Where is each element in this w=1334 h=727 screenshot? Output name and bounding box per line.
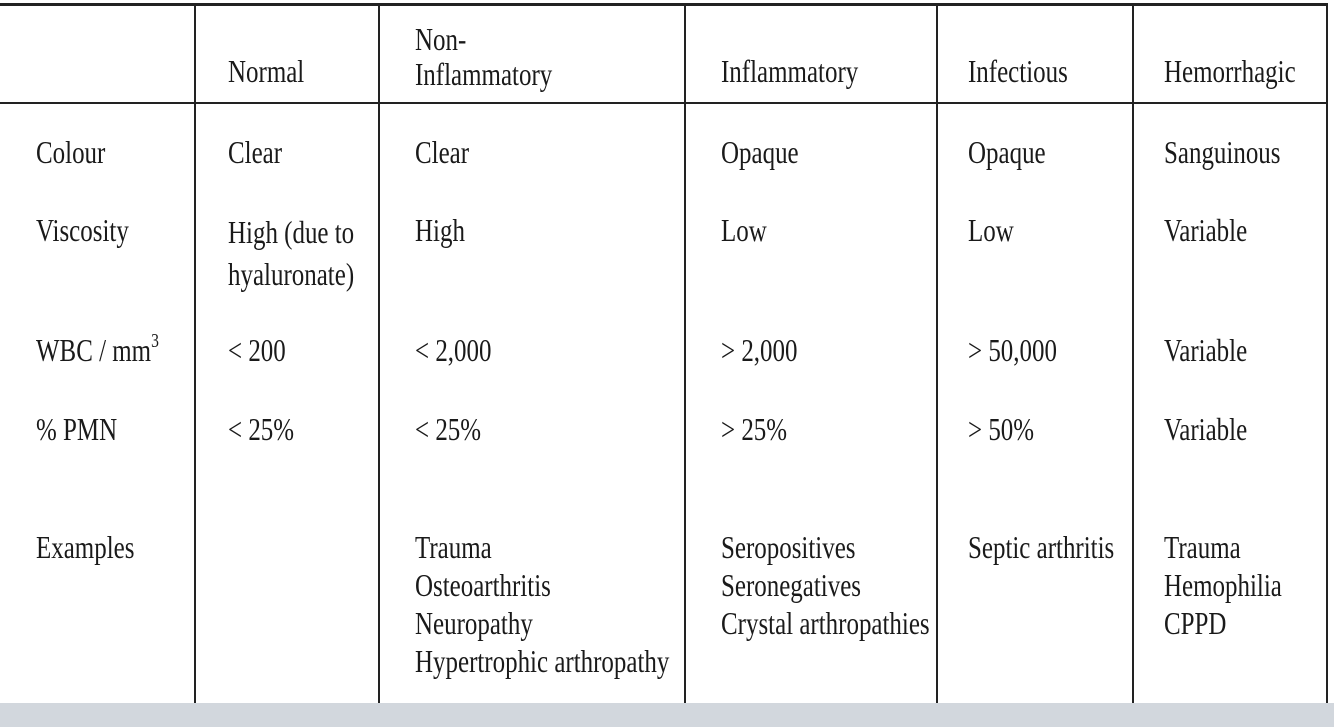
row-label-viscosity: Viscosity bbox=[36, 212, 129, 248]
cell-examples-inflammatory: Seropositives Seronegatives Crystal arthropathies bbox=[721, 529, 930, 641]
cell-colour-non-inflammatory: Clear bbox=[415, 134, 470, 170]
cell-colour-normal: Clear bbox=[228, 134, 283, 170]
cell-wbc-normal: < 200 bbox=[228, 332, 286, 368]
row-label-wbc-superscript: 3 bbox=[151, 330, 159, 352]
cell-pmn-hemorrhagic: Variable bbox=[1164, 411, 1248, 447]
row-label-wbc-text: WBC / mm bbox=[36, 332, 152, 368]
row-label-pmn: % PMN bbox=[36, 411, 118, 447]
header-infectious: Infectious bbox=[968, 53, 1068, 89]
cell-colour-inflammatory: Opaque bbox=[721, 134, 799, 170]
column-divider-3 bbox=[684, 5, 686, 703]
cell-pmn-non-inflammatory: < 25% bbox=[415, 411, 482, 447]
header-normal: Normal bbox=[228, 53, 305, 89]
header-bottom-rule bbox=[0, 102, 1328, 104]
header-non-inflammatory: Non- Inflammatory bbox=[415, 21, 553, 92]
row-label-wbc bbox=[36, 331, 159, 369]
column-divider-5 bbox=[1132, 5, 1134, 703]
cell-viscosity-inflammatory: Low bbox=[721, 212, 767, 248]
cell-viscosity-infectious: Low bbox=[968, 212, 1014, 248]
cell-examples-non-inflammatory: Trauma Osteoarthritis Neuropathy Hypertrophic arthropathy bbox=[415, 529, 670, 679]
header-hemorrhagic: Hemorrhagic bbox=[1164, 53, 1296, 89]
column-divider-1 bbox=[194, 5, 196, 703]
cell-wbc-inflammatory: > 2,000 bbox=[721, 332, 798, 368]
cell-pmn-normal: < 25% bbox=[228, 411, 295, 447]
cell-colour-infectious: Opaque bbox=[968, 134, 1046, 170]
row-label-colour: Colour bbox=[36, 134, 106, 170]
cell-viscosity-normal: High (due to hyaluronate) bbox=[228, 214, 355, 292]
header-inflammatory: Inflammatory bbox=[721, 53, 859, 89]
column-divider-4 bbox=[936, 5, 938, 703]
cell-wbc-non-inflammatory: < 2,000 bbox=[415, 332, 492, 368]
footer-band bbox=[0, 703, 1334, 727]
table-right-border bbox=[1326, 3, 1328, 703]
cell-examples-infectious: Septic arthritis bbox=[968, 529, 1115, 565]
cell-viscosity-non-inflammatory: High bbox=[415, 212, 465, 248]
cell-pmn-infectious: > 50% bbox=[968, 411, 1035, 447]
row-label-examples: Examples bbox=[36, 529, 135, 565]
cell-pmn-inflammatory: > 25% bbox=[721, 411, 788, 447]
cell-wbc-hemorrhagic: Variable bbox=[1164, 332, 1248, 368]
cell-viscosity-hemorrhagic: Variable bbox=[1164, 212, 1248, 248]
column-divider-2 bbox=[378, 5, 380, 703]
table-top-rule bbox=[0, 3, 1328, 6]
cell-wbc-infectious: > 50,000 bbox=[968, 332, 1057, 368]
cell-examples-hemorrhagic: Trauma Hemophilia CPPD bbox=[1164, 529, 1282, 641]
cell-colour-hemorrhagic: Sanguinous bbox=[1164, 134, 1281, 170]
